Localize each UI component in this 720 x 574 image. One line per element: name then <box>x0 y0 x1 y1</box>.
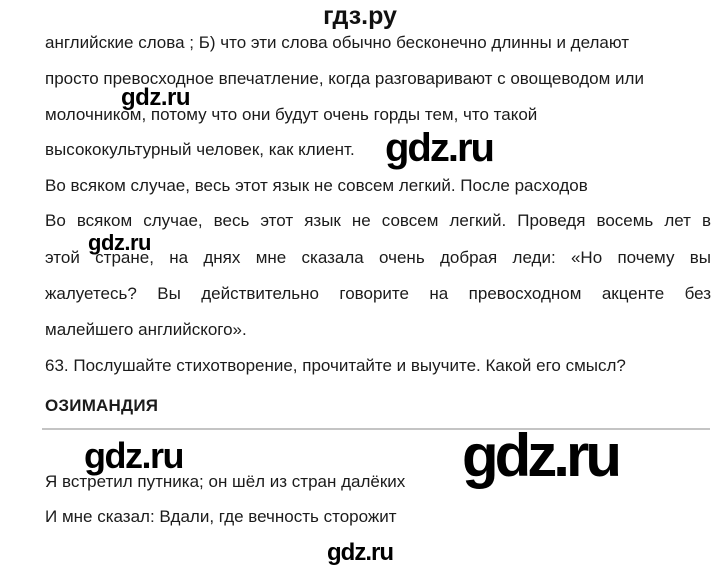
text-line: жалуетесь? Вы действительно говорите на превосходном акценте без <box>45 284 711 303</box>
text-line: Во всяком случае, весь этот язык не совсем легкий. После расходов <box>45 176 588 195</box>
text-line: малейшего английского». <box>45 320 247 339</box>
gdz-watermark: gdz.ru <box>327 539 393 566</box>
text-line: этой стране, на днях мне сказала очень добрая леди: «Но почему вы <box>45 248 711 267</box>
text-line: высококультурный человек, как клиент. <box>45 140 355 159</box>
gdz-watermark: gdz.ru <box>462 422 618 489</box>
text-line: Во всяком случае, весь этот язык не совсем легкий. Проведя восемь лет в <box>45 211 711 230</box>
gdz-watermark: gdz.ru <box>88 230 151 255</box>
poem-line: Я встретил путника; он шёл из стран далёких <box>45 472 406 491</box>
text-line: просто превосходное впечатление, когда разговаривают с овощеводом или <box>45 69 644 88</box>
text-line: английские слова ; Б) что эти слова обычно бесконечно длинны и делают <box>45 33 630 52</box>
site-logo: гдз.ру <box>323 2 397 30</box>
gdz-watermark: gdz.ru <box>385 126 493 170</box>
text-line: 63. Послушайте стихотворение, прочитайте и выучите. Какой его смысл? <box>45 356 626 375</box>
gdz-watermark: gdz.ru <box>121 84 190 111</box>
text-line: молочником, потому что они будут очень горды тем, что такой <box>45 105 538 124</box>
gdz-watermark: gdz.ru <box>84 435 183 476</box>
section-heading: ОЗИМАНДИЯ <box>45 396 159 415</box>
poem-line: И мне сказал: Вдали, где вечность сторожит <box>45 507 397 526</box>
